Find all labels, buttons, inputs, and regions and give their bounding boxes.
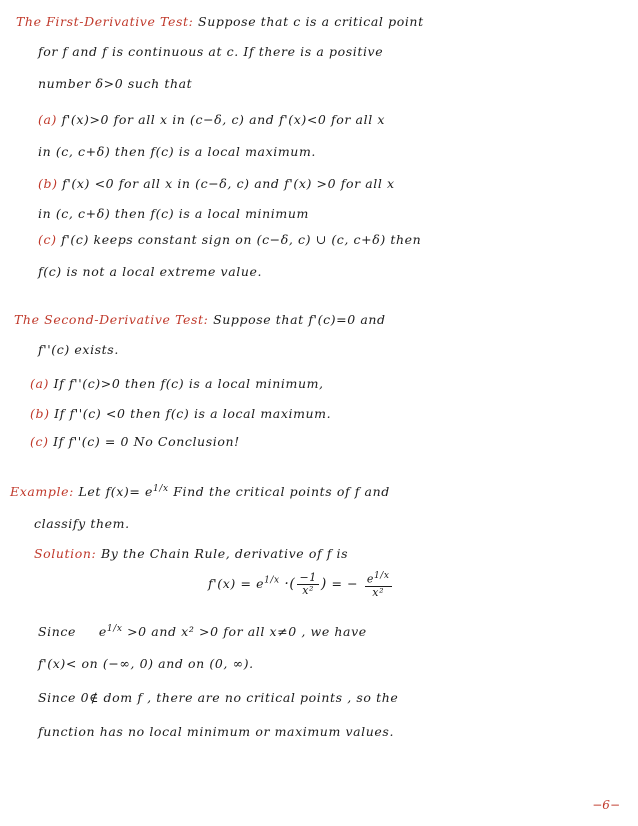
first-test-intro-1: Suppose that c is a critical point (198, 14, 424, 29)
case-a-text-1: f'(x)>0 for all x in (c−δ, c) and f'(x)<0 for all x (61, 112, 386, 127)
since-line-2: f'(x)< on (−∞, 0) and on (0, ∞). (38, 656, 254, 671)
result-numerator-exponent: 1/x (373, 571, 390, 581)
second-case-a-label: (a) (30, 376, 50, 391)
case-c-label: (c) (38, 232, 57, 247)
chain-fraction-numerator: −1 (299, 570, 317, 584)
second-derivative-test-heading: The Second-Derivative Test: (14, 312, 209, 327)
example-text-2: classify them. (34, 516, 130, 531)
page-number: −6− (592, 798, 620, 812)
since-line-1 (38, 624, 367, 639)
chain-fraction-denominator: x² (302, 583, 315, 597)
example-exponent: 1/x (153, 484, 169, 494)
result-fraction-numerator (365, 570, 392, 587)
example-label: Example: (10, 484, 74, 500)
first-derivative-test-line-1 (16, 14, 424, 29)
first-test-case-b (38, 176, 395, 191)
derivative-exponent: 1/x (264, 575, 280, 586)
example-line-1 (10, 484, 390, 499)
second-case-b-label: (b) (30, 406, 50, 421)
solution-label: Solution: (34, 546, 97, 561)
second-case-c-label: (c) (30, 434, 49, 449)
first-test-case-c (38, 232, 421, 247)
first-derivative-test-heading: The First-Derivative Test: (16, 14, 194, 29)
derivative-chain-fraction (297, 572, 318, 597)
derivative-lhs: f'(x) = e (208, 575, 265, 591)
example-text-1a: Let f(x)= e (78, 484, 154, 500)
second-test-case-a (30, 376, 324, 391)
first-test-case-a (38, 112, 385, 127)
derivative-equals: = − (331, 575, 359, 591)
case-b-label: (b) (38, 176, 58, 191)
since-1-a: Since (38, 624, 77, 640)
example-text-1b: Find the critical points of f and (173, 484, 390, 500)
case-b-text-1: f'(x) <0 for all x in (c−δ, c) and f'(x) >0 for all x (62, 176, 395, 191)
result-fraction-denominator: x² (372, 585, 385, 599)
derivative-equation: $f'(x) = e^{1/x}$ ·( $\frac{-1}{\text{x²}}$ ) = − $\frac{e^{1/x}}{\text{x²}}$ (208, 570, 390, 599)
solution-text: By the Chain Rule, derivative of f is (100, 546, 349, 561)
second-test-case-c (30, 434, 240, 449)
first-test-intro-3: number δ>0 such that (38, 76, 193, 91)
derivative-result-fraction (365, 570, 392, 599)
since-1-c: >0 and x² >0 for all x≠0 , we have (127, 624, 367, 640)
since-1-exponent: 1/x (106, 624, 123, 634)
second-case-c-text: If f''(c) = 0 No Conclusion! (53, 434, 240, 449)
second-test-intro-2: f''(c) exists. (38, 342, 119, 357)
case-b-text-2: in (c, c+δ) then f(c) is a local minimum (38, 206, 309, 221)
case-a-label: (a) (38, 112, 58, 127)
second-case-b-text: If f''(c) <0 then f(c) is a local maximum. (54, 406, 332, 421)
first-test-intro-2: for f and f is continuous at c. If there is a positive (38, 44, 384, 59)
second-test-intro-1: Suppose that f'(c)=0 and (213, 312, 386, 327)
since-line-3: Since 0∉ dom f , there are no critical points , so the (38, 690, 399, 705)
case-c-text-2: f(c) is not a local extreme value. (38, 264, 263, 279)
since-1-b: e (98, 624, 107, 640)
since-line-4: function has no local minimum or maximum values. (38, 724, 395, 739)
second-test-case-b (30, 406, 331, 421)
solution-line (34, 546, 348, 561)
second-case-a-text: If f''(c)>0 then f(c) is a local minimum, (53, 376, 324, 391)
result-numerator-base: e (366, 572, 374, 586)
case-c-text-1: f'(c) keeps constant sign on (c−δ, c) ∪ (c, c+δ) then (61, 232, 422, 247)
case-a-text-2: in (c, c+δ) then f(c) is a local maximum. (38, 144, 316, 159)
second-derivative-test-line-1 (14, 312, 386, 327)
